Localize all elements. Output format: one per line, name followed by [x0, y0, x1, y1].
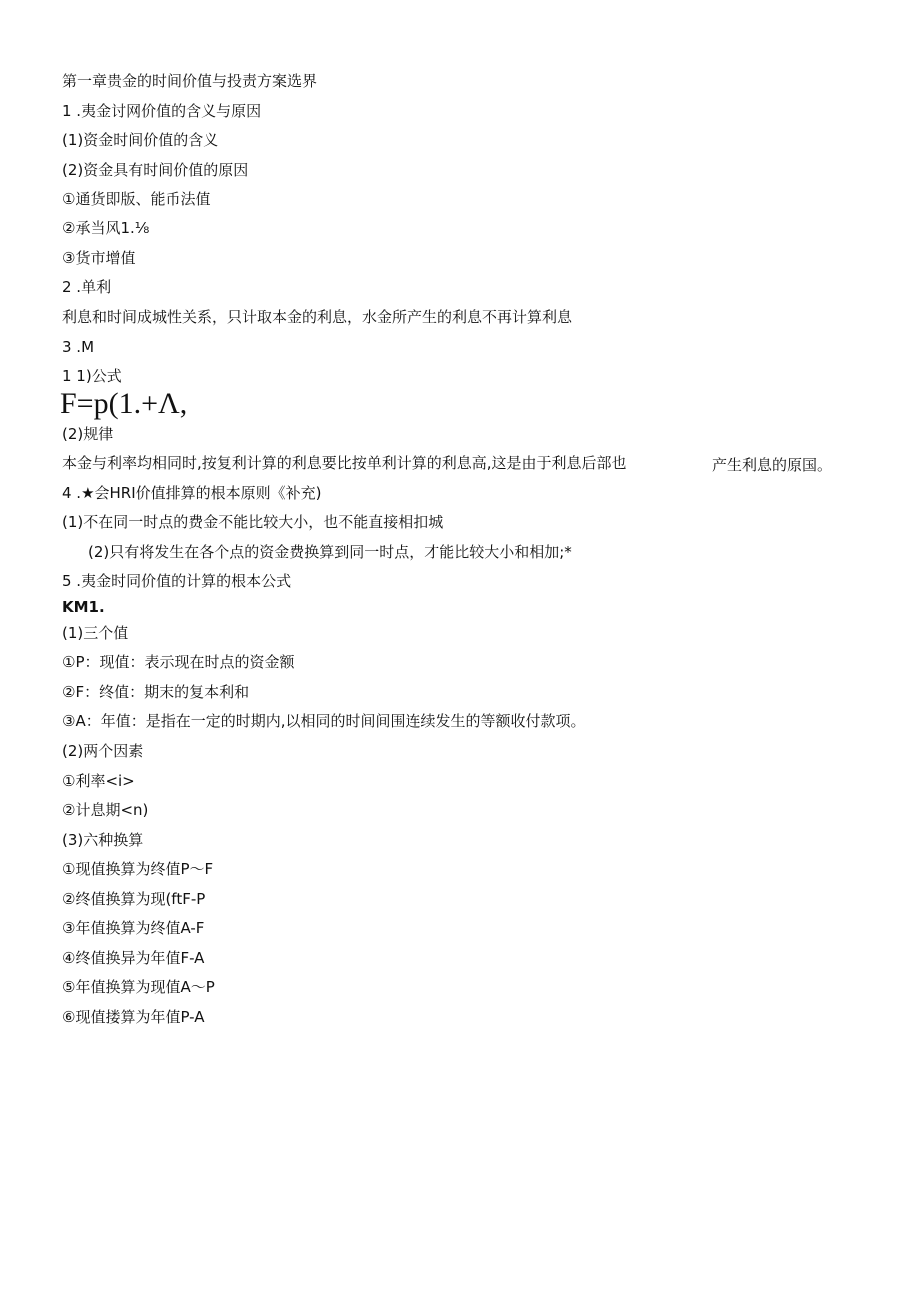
annuity-definition: ③A：年值：是指在一定的时期内,以相同的时间间围连续发生的等额收付款项。	[62, 712, 586, 730]
section-4-item-1: (1)不在同一时点的费金不能比较大小，也不能直接相扣城	[62, 513, 444, 531]
section-5-item-1: (1)三个值	[62, 624, 129, 642]
section-3-item-2: (2)规律	[62, 425, 114, 443]
section-3-rule-tail: 产生利息的原国。	[712, 456, 833, 474]
conversion-1: ①现值换算为终值P～F	[62, 860, 214, 878]
section-5-heading: 5 .夷金时同价值的计算的根本公式	[62, 572, 292, 590]
conversion-3: ③年值换算为终值A-F	[62, 919, 205, 937]
section-3-rule-text: 本金与利率均相同时,按复利计算的利息要比按单利计算的利息高,这是由于利息后部也	[62, 454, 627, 472]
conversion-2: ②终值换算为现(ftF-P	[62, 890, 206, 908]
section-1-item-2: (2)资金具有时间价值的原因	[62, 161, 249, 179]
chapter-title: 第一章贵金的时间价值与投责方案选界	[62, 72, 318, 90]
section-3-item-1: 1 1)公式	[62, 367, 122, 385]
conversion-5: ⑤年值换算为现值A～P	[62, 978, 215, 996]
section-4-heading: 4 .★会HRI价值排算的根本原则《补充)	[62, 484, 322, 502]
section-1-reason-2: ②承当风1.⅛	[62, 219, 150, 237]
section-5-subheading: KM1.	[62, 598, 105, 616]
section-1-reason-1: ①通货即版、能币法值	[62, 190, 211, 208]
section-1-heading: 1 .夷金讨网价值的含义与原因	[62, 102, 262, 120]
section-2-text: 利息和时间成城性关系，只计取本金的利息，水金所产生的利息不再计算利息	[62, 308, 573, 326]
section-1-reason-3: ③货市增值	[62, 249, 136, 267]
interest-rate-factor: ①利率<i>	[62, 772, 135, 790]
section-1-item-1: (1)资金时间价值的含义	[62, 131, 219, 149]
section-5-item-2: (2)两个因素	[62, 742, 144, 760]
conversion-6: ⑥现值搂算为年值P-A	[62, 1008, 205, 1026]
conversion-4: ④终值换异为年值F-A	[62, 949, 205, 967]
section-5-item-3: (3)六种换算	[62, 831, 144, 849]
present-value-definition: ①P：现值：表示现在时点的资金额	[62, 653, 295, 671]
section-3-heading: 3 .M	[62, 338, 95, 356]
period-factor: ②计息期<n)	[62, 801, 149, 819]
section-4-item-2: (2)只有将发生在各个点的资金费换算到同一时点，才能比较大小和相加;*	[88, 543, 572, 561]
compound-interest-formula: F=p(1.+Λ,	[60, 387, 188, 420]
future-value-definition: ②F：终值：期末的复本利和	[62, 683, 250, 701]
section-2-heading: 2 .单利	[62, 278, 112, 296]
